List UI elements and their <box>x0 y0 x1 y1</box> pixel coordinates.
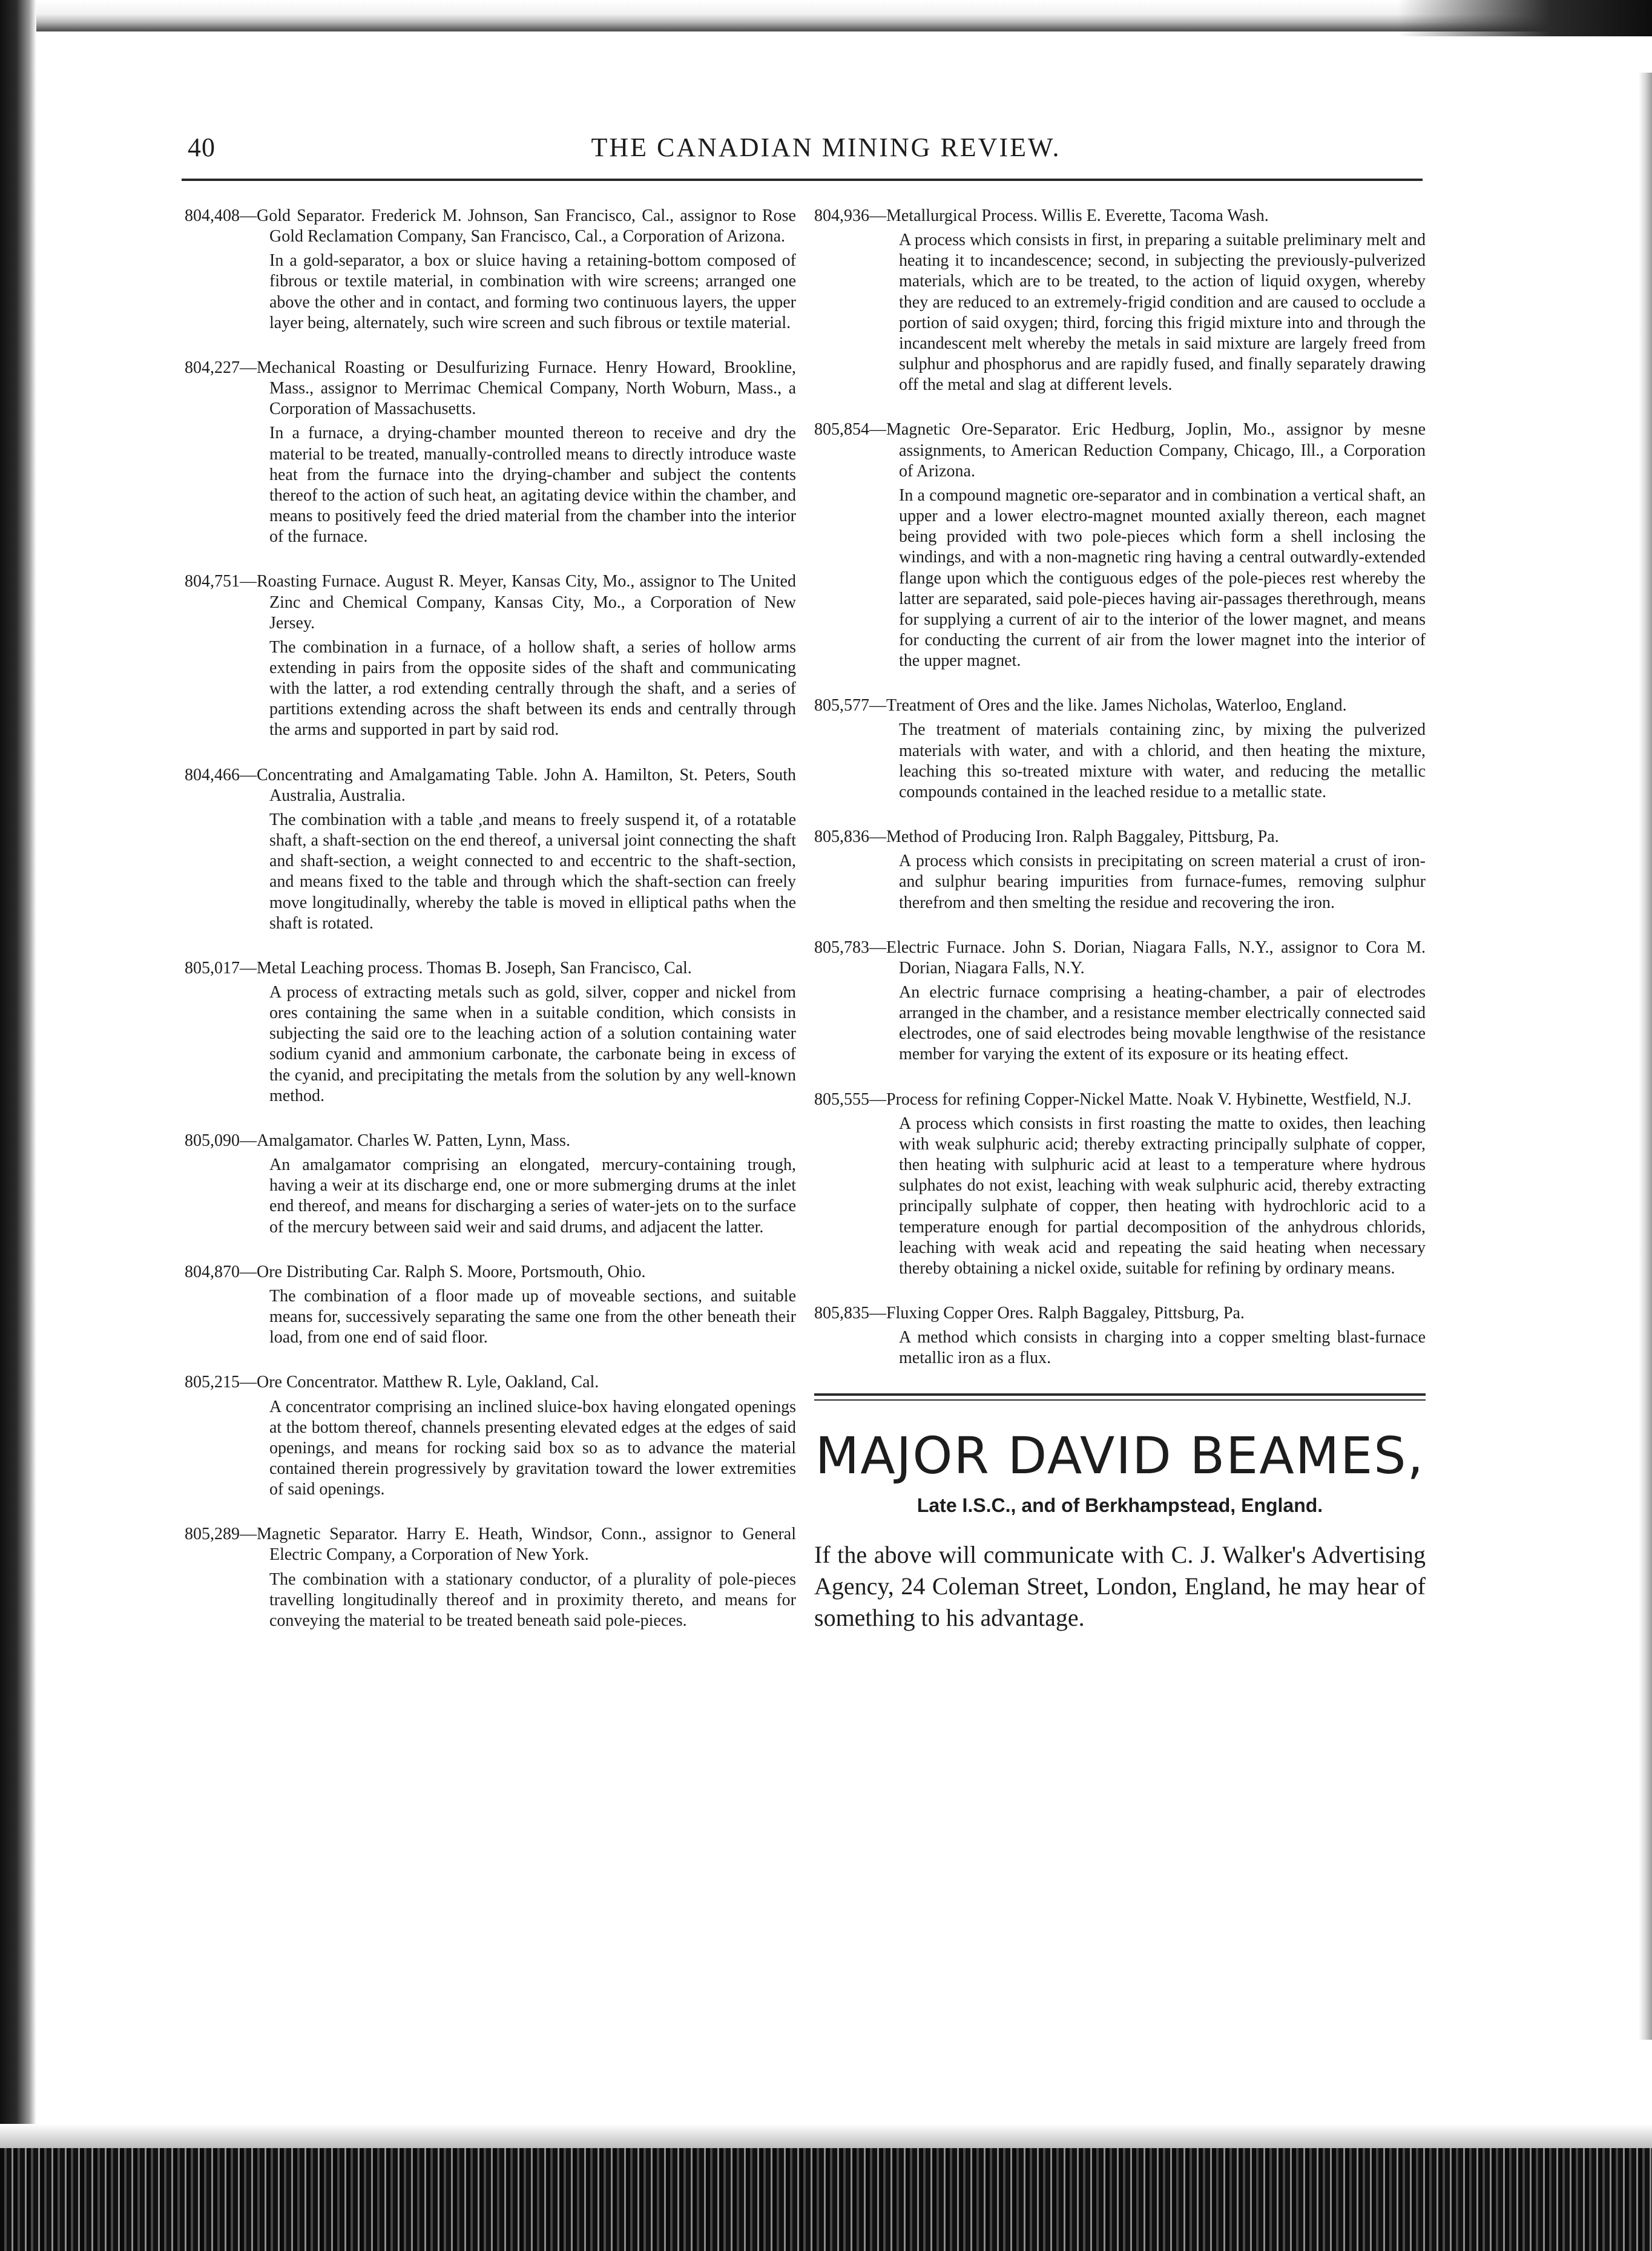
patent-owner: John A. Hamilton, St. Peters, South Australia, Australia. <box>269 765 797 805</box>
patent-title: Mechanical Roasting or Desulfurizing Furnace. <box>257 358 597 377</box>
running-head: THE CANADIAN MINING REVIEW. <box>591 133 1061 162</box>
advertisement-name: MAJOR DAVID BEAMES, <box>815 1425 1425 1485</box>
patent-title: Ore Concentrator. <box>257 1373 378 1392</box>
patent-owner: Ralph Baggaley, Pittsburg, Pa. <box>1072 827 1279 847</box>
scan-top-shadow <box>1398 0 1652 36</box>
advertisement-rule <box>814 1393 1426 1401</box>
patent-number: 805,835 <box>814 1304 869 1323</box>
patent-number: 805,090 <box>185 1131 240 1150</box>
patent-title: Amalgamator. <box>257 1131 354 1150</box>
patent-number: 805,215 <box>185 1373 240 1392</box>
patent-entry <box>185 765 796 934</box>
patent-entry <box>185 1372 796 1500</box>
patent-entry <box>814 419 1426 671</box>
patent-number: 804,870 <box>185 1262 240 1281</box>
patent-heading: 805,090—Amalgamator. Charles W. Patten, Lynn, Mass. <box>185 1131 570 1150</box>
patent-heading: 805,835—Fluxing Copper Ores. Ralph Baggaley, Pittsburg, Pa. <box>814 1304 1245 1323</box>
patent-heading: 804,870—Ore Distributing Car. Ralph S. Moore, Portsmouth, Ohio. <box>185 1262 646 1281</box>
patent-title: Ore Distributing Car. <box>257 1262 401 1281</box>
patent-number: 805,854 <box>814 420 869 439</box>
patent-owner: Ralph S. Moore, Portsmouth, Ohio. <box>404 1262 646 1281</box>
scan-bottom-fade <box>0 2124 1652 2148</box>
patent-entry <box>185 206 796 334</box>
patent-entry <box>814 827 1426 913</box>
patent-claim: In a compound magnetic ore-separator and in combination a vertical shaft, an upper and a lower electro-magnet mounted axially thereon, each magnet being provided with two pole-pieces which form a shell inclosing the windings, and with a non-magnetic ring having a central outwardly-extended flange upon which the contiguous edges of the pole-pieces rest whereby the latter are separated, said pole-pieces having air-passages therethrough, means for supplying a current of air to the interior of the lower magnet, and means for conducting the current of air from the lower magnet into the interior of the upper magnet. <box>899 485 1426 671</box>
patent-claim: A method which consists in charging into a copper smelting blast-furnace metallic iron as a flux. <box>899 1328 1426 1368</box>
patent-entry <box>185 1262 796 1349</box>
patent-heading: 804,751—Roasting Furnace. August R. Meyer, Kansas City, Mo., assignor to The United Zinc and Chemical Company, Kansas City, Mo., a Corporation of New Jersey. <box>185 572 796 633</box>
patent-owner: Noak V. Hybinette, Westfield, N.J. <box>1176 1089 1412 1109</box>
advertisement <box>814 1425 1426 1634</box>
patent-number: 804,751 <box>185 572 240 591</box>
header-rule <box>182 179 1423 181</box>
patent-number: 804,466 <box>185 765 240 784</box>
patent-heading: 805,577—Treatment of Ores and the like. James Nicholas, Waterloo, England. <box>814 696 1347 715</box>
patent-claim: The treatment of materials containing zinc, by mixing the pulverized materials with water, and with a chlorid, and then heating the mixture, leaching this so-treated mixture with water, and reducing the metallic compounds contained in the leached residue to a metallic state. <box>899 720 1426 801</box>
patent-number: 805,017 <box>185 958 240 978</box>
patent-heading: 805,017—Metal Leaching process. Thomas B. Joseph, San Francisco, Cal. <box>185 958 692 978</box>
patent-owner: Ralph Baggaley, Pittsburg, Pa. <box>1038 1304 1245 1323</box>
advertisement-subtitle: Late I.S.C., and of Berkhampstead, England. <box>916 1494 1323 1516</box>
patent-number: 805,555 <box>814 1089 869 1109</box>
patent-claim: In a gold-separator, a box or sluice having a retaining-bottom composed of fibrous or textile material, in combination with wire screens; arranged one above the other and in contact, and forming two continuous layers, the upper layer being, alternately, such wire screen and such fibrous or textile material. <box>269 251 796 332</box>
patent-owner: August R. Meyer, Kansas City, Mo., assignor to The United Zinc and Chemical Company, Kansas City, Mo., a Corporation of New Jersey. <box>269 572 796 633</box>
patent-heading: 805,289—Magnetic Separator. Harry E. Heath, Windsor, Conn., assignor to General Electric Company, a Corporation of New York. <box>185 1525 797 1565</box>
patent-claim: The combination with a stationary conductor, of a plurality of pole-pieces travelling longitudinally thereof and in proximity thereto, and means for conveying the material to be treated beneath said pole-pieces. <box>269 1569 796 1630</box>
patent-heading: 804,936—Metallurgical Process. Willis E. Everette, Tacoma Wash. <box>814 206 1269 225</box>
patent-entry <box>814 1303 1426 1369</box>
patent-title: Metal Leaching process. <box>257 958 423 978</box>
patent-number: 805,783 <box>814 938 869 957</box>
patent-title: Magnetic Separator. <box>257 1525 398 1544</box>
patent-title: Roasting Furnace. <box>257 572 381 591</box>
patent-entry <box>185 1131 796 1238</box>
patent-claim: A concentrator comprising an inclined sluice-box having elongated openings at the bottom thereof, channels presenting elevated edges at the edges of said openings, and means for rocking said box so as to advance the material contained therein progressively by gravitation toward the lower extremities of said openings. <box>269 1397 796 1499</box>
patent-claim: A process of extracting metals such as gold, silver, copper and nickel from ores containing the same when in a suitable condition, which consists in subjecting the said ore to the leaching action of a solution containing water sodium cyanid and ammonium carbonate, the carbonate being in excess of the cyanid, and precipitating the metals from the solution by any well-known method. <box>269 983 796 1105</box>
patent-entry <box>814 938 1426 1065</box>
patent-entry <box>814 695 1426 803</box>
patent-title: Fluxing Copper Ores. <box>886 1304 1034 1323</box>
patent-claim: A process which consists in first roasting the matte to oxides, then leaching with weak sulphuric acid; thereby extracting principally sulphate of copper, then heating with sulphuric acid at least to a temperature where hydrous sulphates do not exist, leaching with weak sulphuric acid, thereby extracting principally sulphate of copper, then heating with hydrochloric acid to a temperature enough for partial decomposition of the anhydrous chlorids, leaching with weak acid and repeating the said heating when necessary thereby obtaining a nickel oxide, suitable for refining by ordinary means. <box>899 1114 1426 1278</box>
patent-title: Gold Separator. <box>257 206 365 225</box>
patent-number: 805,577 <box>814 696 869 715</box>
patent-owner: Charles W. Patten, Lynn, Mass. <box>357 1131 570 1150</box>
patent-claim: An amalgamator comprising an elongated, mercury-containing trough, having a weir at its discharge end, one or more submerging drums at the inlet end thereof, and means for discharging a series of water-jets on to the surface of the mercury between said weir and said drums, and adjacent the latter. <box>269 1155 796 1237</box>
scan-right-edge <box>1639 73 1652 2040</box>
patent-owner: Eric Hedburg, Joplin, Mo., assignor by mesne assignments, to American Reduction Company, Chicago, Ill., a Corporation of Arizona. <box>899 420 1426 481</box>
patent-claim: The combination in a furnace, of a hollow shaft, a series of hollow arms extending in pairs from the opposite sides of the shaft and communicating with the latter, a rod extending centrally through the shaft, and a series of partitions extending across the shaft between its ends and centrally through the arms and supported in part by said rod. <box>269 637 796 740</box>
patent-title: Process for refining Copper-Nickel Matte. <box>886 1089 1173 1109</box>
patent-entry <box>185 358 796 547</box>
left-column <box>185 206 796 1655</box>
patent-number: 805,289 <box>185 1525 240 1544</box>
advertisement-text: If the above will communicate with C. J. Walker's Advertising Agency, 24 Coleman Street, London, England, he may hear of something to his advantage. <box>814 1541 1426 1631</box>
patent-title: Magnetic Ore-Separator. <box>886 420 1061 439</box>
patent-claim: In a furnace, a drying-chamber mounted thereon to receive and dry the material to be treated, manually-controlled means to directly introduce waste heat from the furnace into the drying-chamber and subject the contents thereof to the action of such heat, an agitating device within the chamber, and means to positively feed the dried material from the chamber into the interior of the furnace. <box>269 424 796 547</box>
patent-claim: The combination with a table ,and means to freely suspend it, of a rotatable shaft, a shaft-section on the end thereof, a universal joint connecting the shaft and shaft-section, a weight connected to and eccentric to the shaft-section, and means fixed to the table and through which the shaft-section can freely move longitudinally, whereby the table is moved in elliptical paths when the shaft is rotated. <box>269 810 796 933</box>
scan-bottom-edge <box>0 2148 1652 2251</box>
patent-heading: 805,836—Method of Producing Iron. Ralph Baggaley, Pittsburg, Pa. <box>814 827 1279 847</box>
patent-claim: A process which consists in first, in preparing a suitable preliminary melt and heating it to incandescence; second, in subjecting the previously-pulverized materials, which are to be treated, to the action of liquid oxygen, whereby they are reduced to an extremely-frigid condition and are caused to occlude a portion of said oxygen; third, forcing this frigid mixture into and through the incandescent melt whereby the metals in said mixture are largely freed from sulphur and phosphorus and are rapidly fused, and finally separately drawing off the metal and slag at different levels. <box>899 231 1426 395</box>
patent-claim: The combination of a floor made up of moveable sections, and suitable means for, successively separating the same one from the other beneath their load, from one end of said floor. <box>269 1286 796 1347</box>
patent-title: Metallurgical Process. <box>886 206 1038 225</box>
patent-heading: 805,854—Magnetic Ore-Separator. Eric Hedburg, Joplin, Mo., assignor by mesne assignments, to American Reduction Company, Chicago, Ill., a Corporation of Arizona. <box>814 420 1426 481</box>
patent-owner: Matthew R. Lyle, Oakland, Cal. <box>382 1373 599 1392</box>
scan-binding-edge <box>0 0 36 2251</box>
patent-owner: Harry E. Heath, Windsor, Conn., assignor to General Electric Company, a Corporation of New York. <box>269 1525 797 1565</box>
patent-title: Treatment of Ores and the like. <box>886 696 1097 715</box>
patent-entry <box>814 1089 1426 1279</box>
patent-heading: 805,215—Ore Concentrator. Matthew R. Lyle, Oakland, Cal. <box>185 1373 599 1392</box>
patent-title: Concentrating and Amalgamating Table. <box>257 765 538 784</box>
patent-number: 804,408 <box>185 206 240 225</box>
patent-heading: 804,227—Mechanical Roasting or Desulfurizing Furnace. Henry Howard, Brookline, Mass., assignor to Merrimac Chemical Company, North Woburn, Mass., a Corporation of Massachusetts. <box>185 358 797 419</box>
patent-claim: An electric furnace comprising a heating-chamber, a pair of electrodes arranged in the chamber, and a resistance member electrically connected said electrodes, one of said electrodes being movable lengthwise of the resistance member for varying the extent of its exposure or its heating effect. <box>899 983 1426 1064</box>
patent-title: Electric Furnace. <box>886 938 1005 957</box>
patent-heading: 805,555—Process for refining Copper-Nickel Matte. Noak V. Hybinette, Westfield, N.J. <box>814 1089 1412 1109</box>
patent-title: Method of Producing Iron. <box>886 827 1068 847</box>
patent-heading: 804,466—Concentrating and Amalgamating Table. John A. Hamilton, St. Peters, South Australia, Australia. <box>185 765 797 805</box>
patent-entry <box>185 571 796 740</box>
patent-number: 805,836 <box>814 827 869 847</box>
right-column <box>814 206 1426 1634</box>
patent-entry <box>185 1524 796 1631</box>
patent-entry <box>814 206 1426 395</box>
patent-heading: 805,783—Electric Furnace. John S. Dorian, Niagara Falls, N.Y., assignor to Cora M. Dorian, Niagara Falls, N.Y. <box>814 938 1426 978</box>
page-number: 40 <box>188 133 216 162</box>
patent-owner: Henry Howard, Brookline, Mass., assignor to Merrimac Chemical Company, North Woburn, Mass., a Corporation of Massachusetts. <box>269 358 797 419</box>
patent-owner: Thomas B. Joseph, San Francisco, Cal. <box>426 958 692 978</box>
patent-entry <box>185 958 796 1106</box>
patent-owner: Frederick M. Johnson, San Francisco, Cal., assignor to Rose Gold Reclamation Company, San Francisco, Cal., a Corporation of Arizona. <box>269 206 796 246</box>
patent-heading: 804,408—Gold Separator. Frederick M. Johnson, San Francisco, Cal., assignor to Rose Gold Reclamation Company, San Francisco, Cal., a Corporation of Arizona. <box>185 206 796 246</box>
patent-claim: A process which consists in precipitating on screen material a crust of iron-and sulphur bearing impurities from furnace-fumes, removing sulphur therefrom and then smelting the residue and recovering the iron. <box>899 852 1426 912</box>
patent-owner: James Nicholas, Waterloo, England. <box>1101 696 1347 715</box>
patent-number: 804,227 <box>185 358 240 377</box>
patent-number: 804,936 <box>814 206 869 225</box>
patent-owner: John S. Dorian, Niagara Falls, N.Y., assignor to Cora M. Dorian, Niagara Falls, N.Y. <box>899 938 1426 978</box>
patent-owner: Willis E. Everette, Tacoma Wash. <box>1041 206 1269 225</box>
